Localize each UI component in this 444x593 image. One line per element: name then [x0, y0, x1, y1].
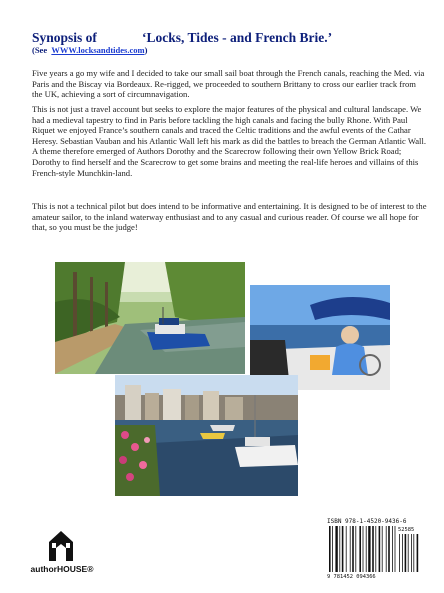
publisher-name: authorHOUSE®	[30, 564, 94, 574]
barcode-bar	[375, 526, 376, 572]
photo-harbour	[115, 375, 298, 496]
addon-bar	[417, 534, 419, 572]
addon-bar	[399, 534, 400, 572]
addon-bar	[405, 534, 407, 572]
barcode-bar	[346, 526, 347, 572]
barcode-bar	[339, 526, 340, 572]
barcode-bar	[359, 526, 361, 572]
barcode-bar	[355, 526, 356, 572]
barcode-number: 9 781452 094366	[327, 574, 376, 580]
price-code: 52585	[398, 527, 415, 533]
see-prefix: (See	[32, 45, 48, 55]
photo-canal-boat	[55, 262, 245, 374]
book-title: ‘Locks, Tides - and French Brie.’	[142, 30, 333, 45]
website-line	[32, 45, 147, 55]
paragraph-purpose: This is not a technical pilot but does intend to be informative and entertaining. It is designed to be of interest to the amateur sailor, to the inland waterway enthusiast and to any casual and curious reader. Of course we all hope for that, so you must be the judge!	[32, 201, 427, 233]
barcode-bar	[352, 526, 354, 572]
barcode-bar	[366, 526, 367, 572]
barcode-bar	[332, 526, 333, 572]
addon-bar	[413, 534, 414, 572]
addon-bar	[402, 534, 403, 572]
addon-bar	[408, 534, 409, 572]
barcode-bar	[388, 526, 390, 572]
addon-bar	[411, 534, 412, 572]
barcode-bar	[335, 526, 337, 572]
paragraph-themes: This is not just a travel account but seeks to explore the major features of the physical and cultural landscape. We had a medieval tapestry to find in Paris before tackling the high canals and facing the bully Rhone. With Paul Riquet we enjoyed France’s southern canals and traced the Celtic traditions and the awful events of the Cathar Heresy. Sebastian Vauban and his Atlantic Wall left his mark as did the battles to breach the German Atlantic Wall. A theme therefore emerged of Authors Dorothy and the Scarecrow following their own Yellow Brick Road; Dorothy to find herself and the Scarecrow to get some brains and meeting the real-life heroes and villains of this French-style Munchkin-land.	[32, 104, 426, 178]
barcode-bar	[379, 526, 381, 572]
isbn-number: ISBN 978-1-4520-9436-6	[327, 518, 407, 525]
house-logo-icon	[48, 530, 74, 562]
barcode-bar	[392, 526, 393, 572]
synopsis-label: Synopsis of	[32, 30, 97, 45]
title-line	[32, 30, 432, 46]
barcode-bars	[327, 526, 421, 574]
barcode-bar	[329, 526, 331, 572]
barcode-bar	[363, 526, 364, 572]
barcode-bar	[368, 526, 370, 572]
barcode-bar	[372, 526, 374, 572]
paragraph-intro: Five years a go my wife and I decided to take our small sail boat through the French canals, reaching the Med. via Paris and the Biscay via Bordeaux. Re-rigged, we proceeded to southern Brittany to cross our earlier track from the UK, achieving a sort of circumnavigation.	[32, 68, 425, 100]
barcode-bar	[395, 526, 396, 572]
publisher-logo	[30, 530, 94, 590]
website-link[interactable]: WWW.locksandtides.com	[51, 45, 145, 55]
barcode-bar	[350, 526, 351, 572]
isbn-text	[327, 518, 421, 525]
barcode-bar	[342, 526, 344, 572]
barcode-bar	[382, 526, 383, 572]
barcode-bar	[386, 526, 387, 572]
see-suffix: )	[144, 45, 148, 55]
